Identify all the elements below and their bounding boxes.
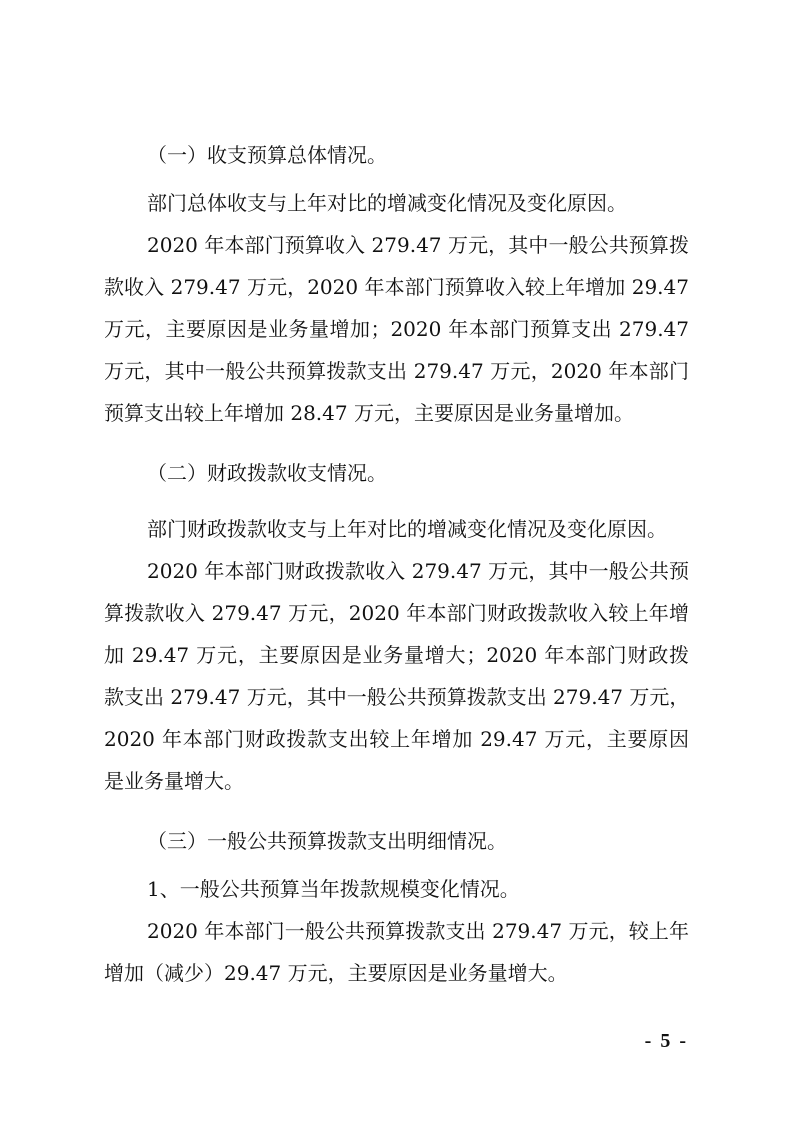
section2-intro: 部门财政拨款收支与上年对比的增减变化情况及变化原因。 — [147, 517, 667, 541]
section3-sub-heading: 1、一般公共预算当年拨款规模变化情况。 — [147, 877, 520, 901]
section3-heading: （三）一般公共预算拨款支出明细情况。 — [147, 829, 507, 853]
section1-line-5: 预算支出较上年增加 28.47 万元，主要原因是业务量增加。 — [104, 401, 634, 425]
section2-line-6: 是业务量增大。 — [104, 769, 244, 793]
section1-intro: 部门总体收支与上年对比的增减变化情况及变化原因。 — [147, 191, 627, 215]
section3-line-2: 增加（减少）29.47 万元，主要原因是业务量增大。 — [104, 961, 568, 985]
section2-line-3: 加 29.47 万元，主要原因是业务量增大；2020 年本部门财政拨 — [104, 643, 689, 667]
section3-line-1: 2020 年本部门一般公共预算拨款支出 279.47 万元，较上年 — [147, 919, 689, 943]
section1-line-2: 款收入 279.47 万元，2020 年本部门预算收入较上年增加 29.47 — [104, 275, 689, 299]
section1-line-3: 万元，主要原因是业务量增加；2020 年本部门预算支出 279.47 — [104, 317, 689, 341]
section2-line-1: 2020 年本部门财政拨款收入 279.47 万元，其中一般公共预 — [147, 559, 689, 583]
section1-line-4: 万元，其中一般公共预算拨款支出 279.47 万元，2020 年本部门 — [104, 359, 689, 383]
page-number: - 5 - — [644, 1030, 688, 1052]
section2-line-5: 2020 年本部门财政拨款支出较上年增加 29.47 万元，主要原因 — [104, 727, 689, 751]
section2-line-2: 算拨款收入 279.47 万元，2020 年本部门财政拨款收入较上年增 — [104, 601, 689, 625]
section1-heading: （一）收支预算总体情况。 — [147, 143, 387, 167]
section2-heading: （二）财政拨款收支情况。 — [147, 461, 387, 485]
section1-line-1: 2020 年本部门预算收入 279.47 万元，其中一般公共预算拨 — [147, 233, 689, 257]
section2-line-4: 款支出 279.47 万元，其中一般公共预算拨款支出 279.47 万元， — [104, 685, 690, 709]
